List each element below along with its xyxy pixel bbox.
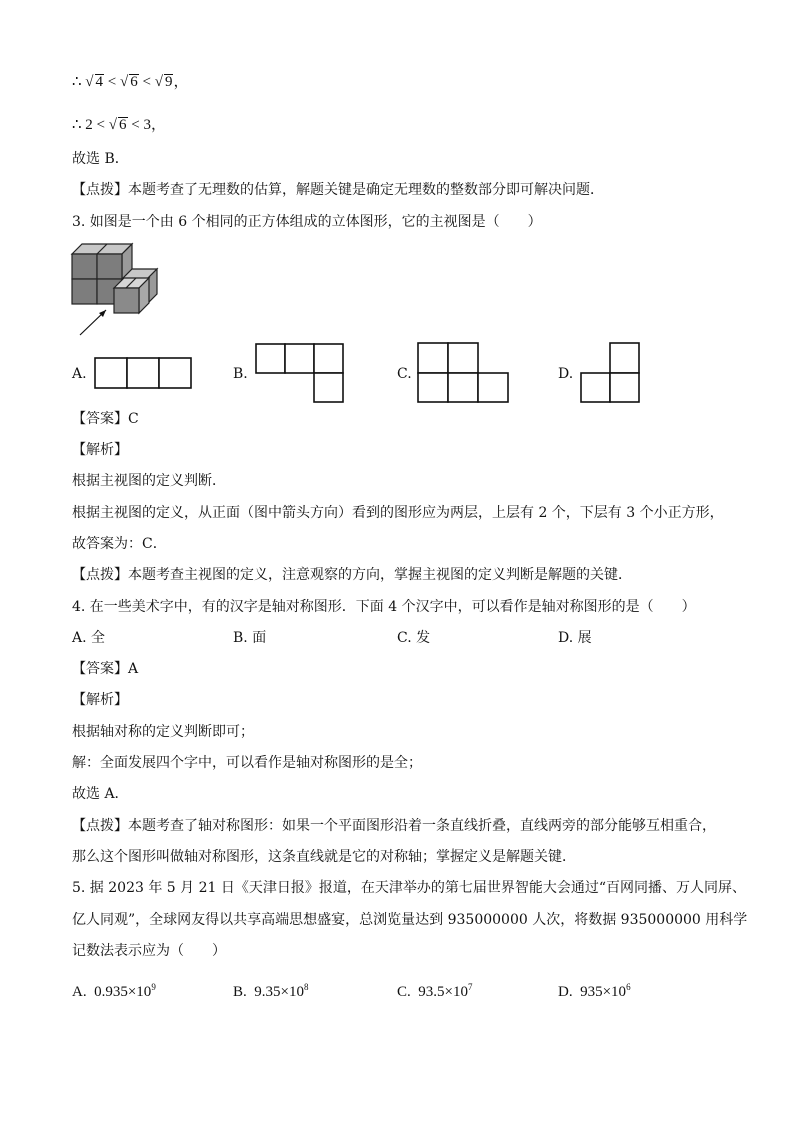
q4-option-b: B. 面 bbox=[233, 630, 267, 646]
q4-comment-2: 那么这个图形叫做轴对称图形，这条直线就是它的对称轴；掌握定义是解题关键． bbox=[72, 849, 576, 865]
q3-option-d-figure bbox=[580, 342, 640, 403]
q3-option-c-figure bbox=[417, 342, 509, 403]
q5-stem-2: 亿人同观”，全球网友得以共享高端思想盛宴，总浏览量达到 935000000 人次，将数据 935000000 用科学 bbox=[72, 912, 748, 928]
q5-option-c: C. $93.5\times 10^7$ bbox=[397, 982, 473, 1000]
prev-comment: 【点拨】本题考查了无理数的估算，解题关键是确定无理数的整数部分即可解决问题． bbox=[72, 182, 604, 198]
q4-analysis-tag: 【解析】 bbox=[72, 692, 128, 708]
q5-option-a: A. $0.935\times 10^9$ bbox=[72, 982, 156, 1000]
q3-conclusion: 故答案为：C． bbox=[72, 536, 167, 552]
q5-option-b: B. $9.35\times 10^8$ bbox=[233, 982, 309, 1000]
q4-analysis-1: 根据轴对称的定义判断即可； bbox=[72, 724, 254, 740]
q3-option-c-label: C. bbox=[397, 366, 412, 382]
q3-solid-figure bbox=[70, 242, 170, 338]
q4-option-c: C. 发 bbox=[397, 630, 431, 646]
less-than: < bbox=[131, 117, 140, 133]
comment-tag: 【点拨】 bbox=[72, 818, 128, 834]
q4-option-d: D. 展 bbox=[558, 630, 592, 646]
answer-tag: 【答案】 bbox=[72, 411, 128, 427]
q3-option-a-label: A. bbox=[72, 366, 87, 382]
q4-stem: 4. 在一些美术字中，有的汉字是轴对称图形．下面 4 个汉字中，可以看作是轴对称图形的是（ ） bbox=[72, 599, 696, 615]
q5-option-d: D. $935\times 10^6$ bbox=[558, 982, 631, 1000]
q4-conclusion: 故选 A． bbox=[72, 786, 129, 802]
math-line-2: ∴ 2 < √ 6 < 3， bbox=[72, 117, 166, 133]
therefore-symbol: ∴ bbox=[72, 74, 82, 90]
less-than: < bbox=[142, 74, 151, 90]
radicand: 4 bbox=[95, 74, 104, 90]
math-line-1: ∴ √ 4 < √ 6 < √ 9， bbox=[72, 74, 189, 90]
answer-tag: 【答案】 bbox=[72, 661, 128, 677]
q5-stem-3: 记数法表示应为（ ） bbox=[72, 943, 226, 959]
q3-option-d-label: D. bbox=[558, 366, 574, 382]
comment-tag: 【点拨】 bbox=[72, 567, 128, 583]
radicand: 6 bbox=[119, 117, 127, 133]
q4-analysis-2: 解：全面发展四个字中，可以看作是轴对称图形的是全； bbox=[72, 755, 422, 771]
q3-answer: 【答案】C bbox=[72, 411, 139, 427]
q3-option-b-figure bbox=[255, 343, 344, 402]
q4-option-a: A. 全 bbox=[72, 630, 106, 646]
q4-answer: 【答案】A bbox=[72, 661, 139, 677]
therefore-symbol: ∴ bbox=[72, 117, 82, 133]
radicand: 9 bbox=[164, 74, 173, 90]
q3-analysis-2: 根据主视图的定义，从正面（图中箭头方向）看到的图形应为两层，上层有 2 个，下层有 3 个小正方形， bbox=[72, 505, 724, 521]
radicand: 6 bbox=[130, 74, 138, 90]
q5-stem-1: 5. 据 2023 年 5 月 21 日《天津日报》报道，在天津举办的第七届世界智能大会通过“百网同播、万人同屏、 bbox=[72, 880, 747, 896]
less-than: < bbox=[107, 74, 117, 90]
comment-tag: 【点拨】 bbox=[72, 182, 128, 198]
q4-comment-1: 【点拨】本题考查了轴对称图形：如果一个平面图形沿着一条直线折叠，直线两旁的部分能够互相重合， bbox=[72, 818, 716, 834]
q3-option-a-figure bbox=[94, 357, 192, 389]
q3-option-b-label: B. bbox=[233, 366, 248, 382]
less-than: < bbox=[96, 117, 106, 133]
prev-choose: 故选 B． bbox=[72, 151, 129, 167]
q3-stem: 3. 如图是一个由 6 个相同的正方体组成的立体图形，它的主视图是（ ） bbox=[72, 214, 542, 230]
q3-analysis-1: 根据主视图的定义判断． bbox=[72, 473, 226, 489]
q3-analysis-tag: 【解析】 bbox=[72, 442, 128, 458]
q3-comment: 【点拨】本题考查主视图的定义，注意观察的方向，掌握主视图的定义判断是解题的关键． bbox=[72, 567, 632, 583]
